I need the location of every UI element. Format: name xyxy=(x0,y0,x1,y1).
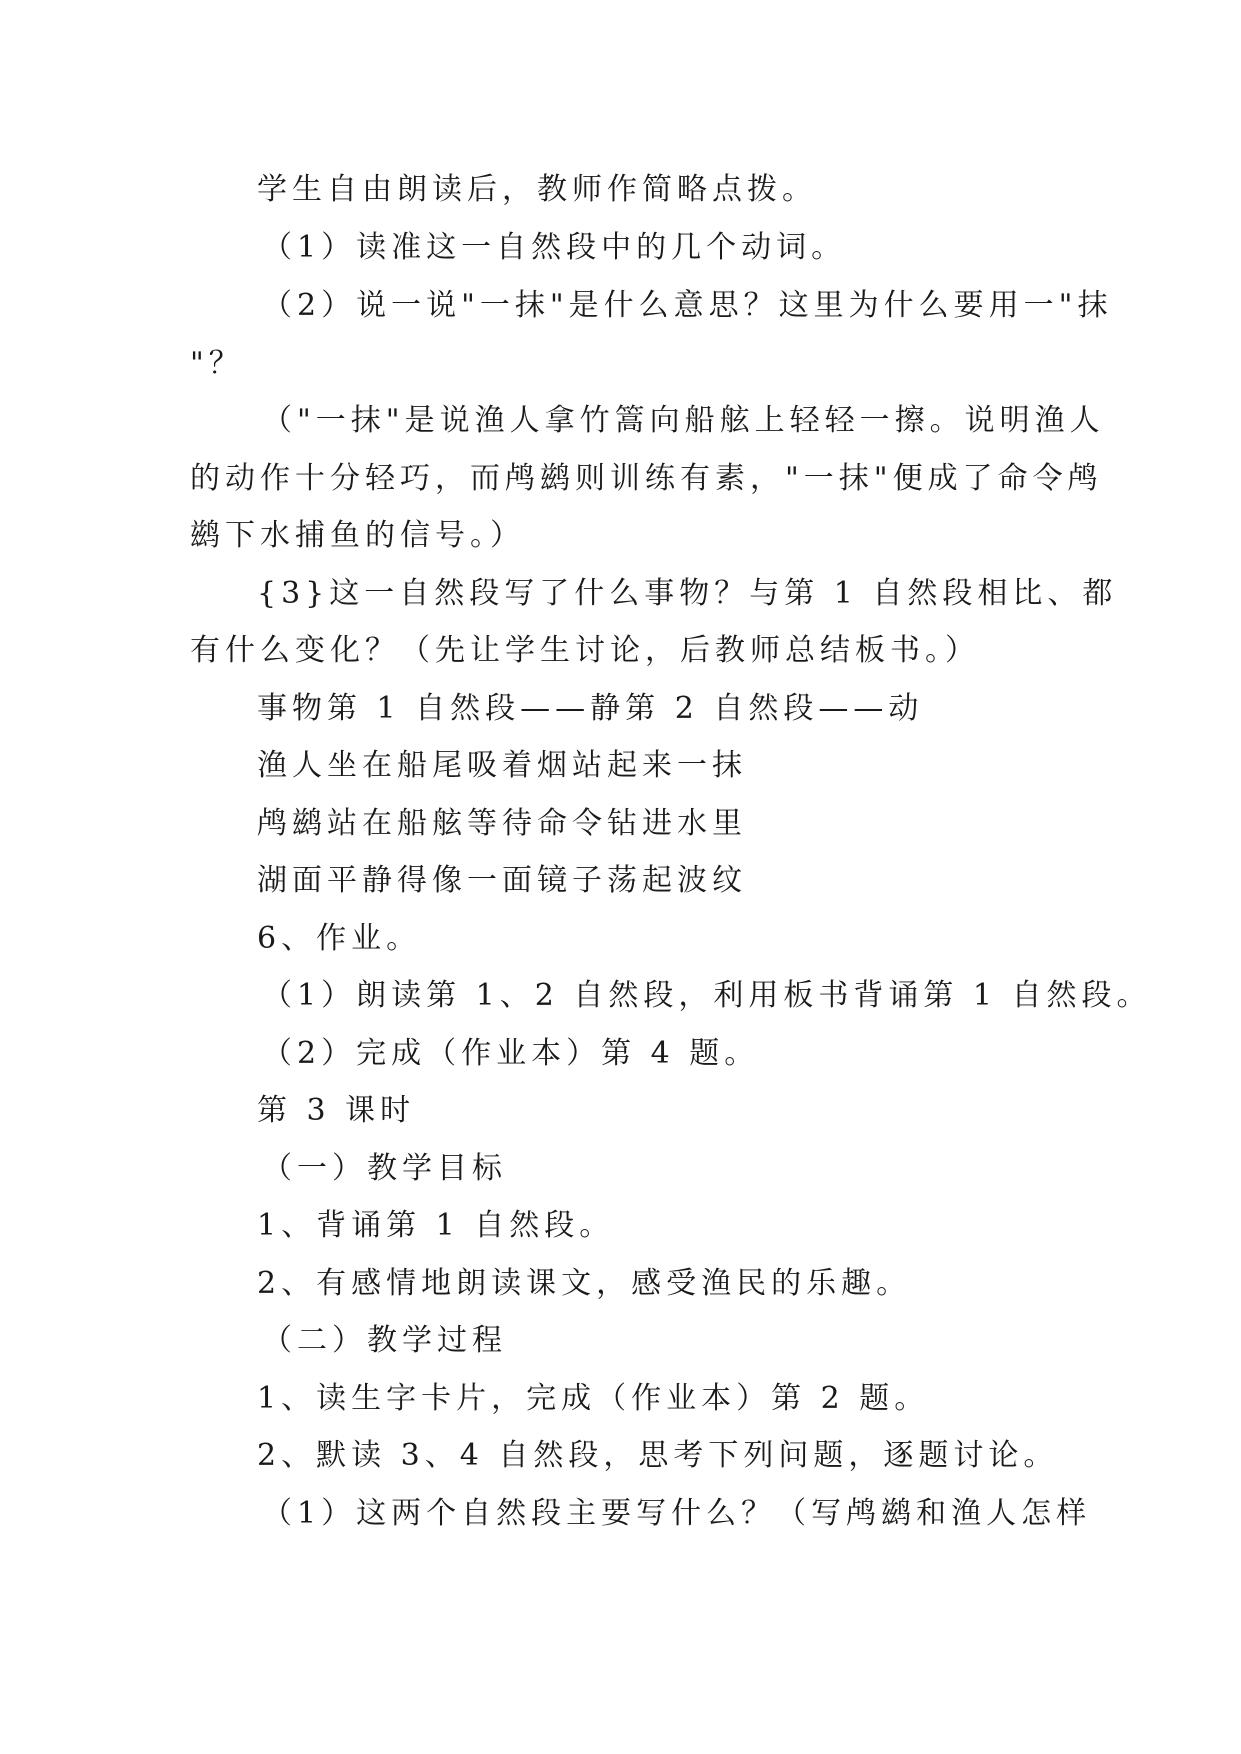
text-line: 湖面平静得像一面镜子荡起波纹 xyxy=(257,863,747,898)
text-line: （1）读准这一自然段中的几个动词。 xyxy=(262,230,847,265)
text-line: （1）这两个自然段主要写什么？（写鸬鹚和渔人怎样 xyxy=(262,1496,1092,1531)
text-line: "？ xyxy=(190,346,244,381)
text-line: （1）朗读第 1、2 自然段，利用板书背诵第 1 自然段。 xyxy=(262,978,1152,1013)
text-line: 6、作业。 xyxy=(257,921,422,956)
text-line: 事物第 1 自然段——静第 2 自然段——动 xyxy=(257,691,924,726)
text-line: 渔人坐在船尾吸着烟站起来一抹 xyxy=(257,748,747,783)
text-line: （一）教学目标 xyxy=(262,1151,507,1186)
text-line: （"一抹"是说渔人拿竹篙向船舷上轻轻一擦。说明渔人 xyxy=(262,403,1105,438)
text-line: 第 3 课时 xyxy=(257,1093,416,1128)
text-line: 2、有感情地朗读课文，感受渔民的乐趣。 xyxy=(257,1266,912,1301)
text-line: （2）完成（作业本）第 4 题。 xyxy=(262,1036,760,1071)
text-line: 学生自由朗读后，教师作简略点拨。 xyxy=(257,172,817,207)
text-line: 1、读生字卡片，完成（作业本）第 2 题。 xyxy=(257,1381,930,1416)
text-line: 的动作十分轻巧，而鸬鹚则训练有素，"一抹"便成了命令鸬 xyxy=(190,461,1103,496)
text-line: 2、默读 3、4 自然段，思考下列问题，逐题讨论。 xyxy=(257,1438,1059,1473)
text-line: （2）说一说"一抹"是什么意思？这里为什么要用一"抹 xyxy=(262,288,1113,323)
text-line: 1、背诵第 1 自然段。 xyxy=(257,1208,615,1243)
text-line: （二）教学过程 xyxy=(262,1323,507,1358)
text-line: 鹚下水捕鱼的信号。） xyxy=(190,518,525,553)
text-line: 有什么变化？（先让学生讨论，后教师总结板书。） xyxy=(190,633,980,668)
text-line: {3}这一自然段写了什么事物？与第 1 自然段相比、都 xyxy=(257,576,1118,611)
text-line: 鸬鹚站在船舷等待命令钻进水里 xyxy=(257,806,747,841)
